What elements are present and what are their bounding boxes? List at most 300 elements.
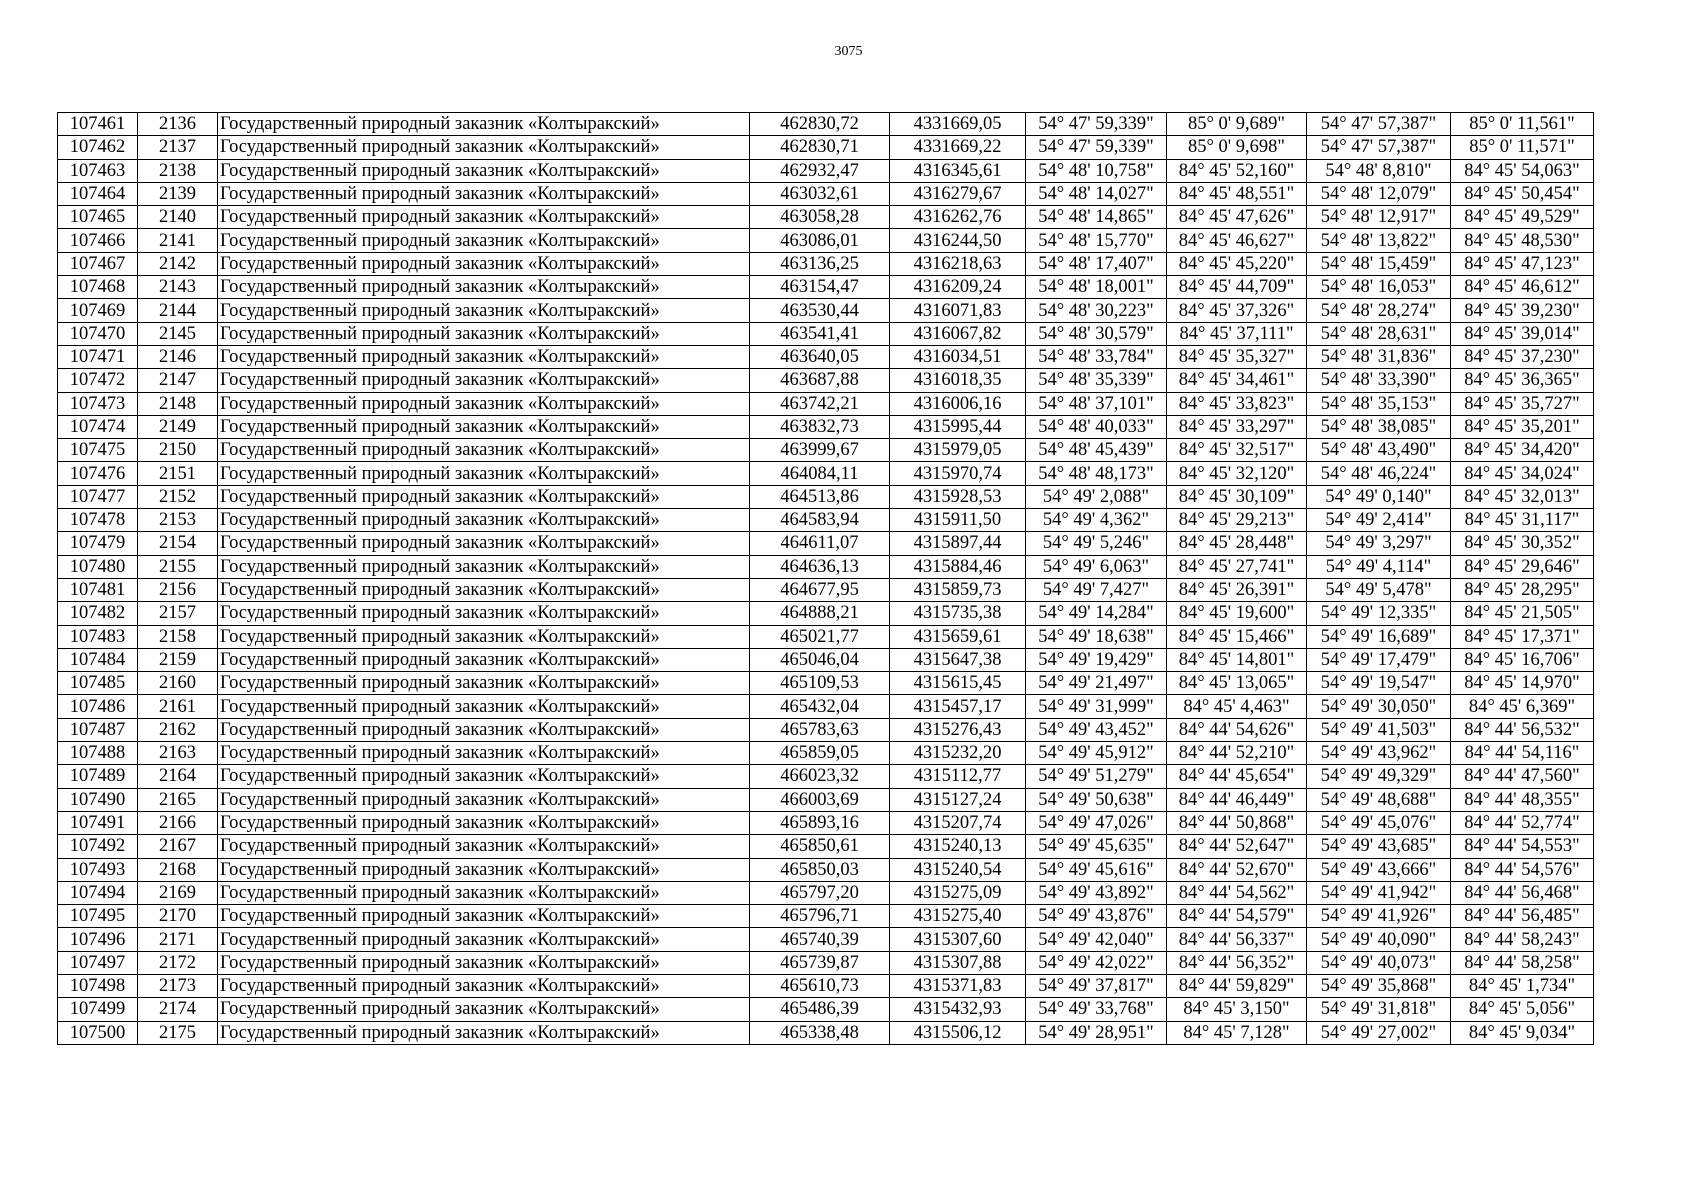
latitude-1-cell: 54° 48' 33,784" — [1026, 345, 1167, 368]
y-coordinate-cell: 4315307,88 — [890, 951, 1026, 974]
table-row — [58, 206, 1594, 229]
latitude-1-cell: 54° 49' 19,429" — [1026, 648, 1167, 671]
table-row — [58, 462, 1594, 485]
record-id-cell: 107492 — [58, 835, 138, 858]
longitude-1-cell: 84° 45' 29,213" — [1167, 509, 1307, 532]
longitude-1-cell: 84° 44' 56,337" — [1167, 928, 1307, 951]
table-row — [58, 835, 1594, 858]
latitude-1-cell: 54° 49' 45,912" — [1026, 742, 1167, 765]
x-coordinate-cell: 465486,39 — [750, 998, 890, 1021]
x-coordinate-cell: 465859,05 — [750, 742, 890, 765]
x-coordinate-cell: 465740,39 — [750, 928, 890, 951]
coordinates-table-body — [58, 113, 1594, 1045]
longitude-1-cell: 84° 45' 26,391" — [1167, 578, 1307, 601]
x-coordinate-cell: 463742,21 — [750, 392, 890, 415]
y-coordinate-cell: 4315506,12 — [890, 1021, 1026, 1044]
record-id-cell: 107497 — [58, 951, 138, 974]
table-row — [58, 742, 1594, 765]
latitude-2-cell: 54° 48' 31,836" — [1307, 345, 1451, 368]
table-row — [58, 509, 1594, 532]
latitude-1-cell: 54° 49' 45,616" — [1026, 858, 1167, 881]
longitude-1-cell: 84° 44' 52,670" — [1167, 858, 1307, 881]
longitude-1-cell: 84° 45' 45,220" — [1167, 252, 1307, 275]
latitude-1-cell: 54° 48' 30,223" — [1026, 299, 1167, 322]
table-row — [58, 159, 1594, 182]
longitude-2-cell: 84° 44' 52,774" — [1451, 811, 1594, 834]
object-name-cell: Государственный природный заказник «Колтыракский» — [218, 182, 750, 205]
x-coordinate-cell: 463136,25 — [750, 252, 890, 275]
latitude-2-cell: 54° 48' 13,822" — [1307, 229, 1451, 252]
point-number-cell: 2175 — [138, 1021, 218, 1044]
record-id-cell: 107500 — [58, 1021, 138, 1044]
longitude-1-cell: 84° 45' 35,327" — [1167, 345, 1307, 368]
object-name-cell: Государственный природный заказник «Колтыракский» — [218, 532, 750, 555]
record-id-cell: 107473 — [58, 392, 138, 415]
object-name-cell: Государственный природный заказник «Колтыракский» — [218, 509, 750, 532]
latitude-2-cell: 54° 48' 46,224" — [1307, 462, 1451, 485]
y-coordinate-cell: 4315232,20 — [890, 742, 1026, 765]
point-number-cell: 2157 — [138, 602, 218, 625]
latitude-1-cell: 54° 48' 17,407" — [1026, 252, 1167, 275]
point-number-cell: 2161 — [138, 695, 218, 718]
latitude-1-cell: 54° 49' 50,638" — [1026, 788, 1167, 811]
table-row — [58, 998, 1594, 1021]
latitude-2-cell: 54° 47' 57,387" — [1307, 136, 1451, 159]
x-coordinate-cell: 465893,16 — [750, 811, 890, 834]
latitude-2-cell: 54° 49' 49,329" — [1307, 765, 1451, 788]
table-row — [58, 369, 1594, 392]
point-number-cell: 2162 — [138, 718, 218, 741]
object-name-cell: Государственный природный заказник «Колтыракский» — [218, 113, 750, 136]
longitude-2-cell: 84° 45' 14,970" — [1451, 672, 1594, 695]
longitude-2-cell: 84° 45' 50,454" — [1451, 182, 1594, 205]
longitude-2-cell: 84° 45' 34,024" — [1451, 462, 1594, 485]
y-coordinate-cell: 4315457,17 — [890, 695, 1026, 718]
latitude-2-cell: 54° 49' 2,414" — [1307, 509, 1451, 532]
latitude-1-cell: 54° 49' 18,638" — [1026, 625, 1167, 648]
object-name-cell: Государственный природный заказник «Колтыракский» — [218, 765, 750, 788]
point-number-cell: 2158 — [138, 625, 218, 648]
object-name-cell: Государственный природный заказник «Колтыракский» — [218, 998, 750, 1021]
longitude-1-cell: 84° 44' 56,352" — [1167, 951, 1307, 974]
record-id-cell: 107467 — [58, 252, 138, 275]
y-coordinate-cell: 4315275,09 — [890, 881, 1026, 904]
point-number-cell: 2136 — [138, 113, 218, 136]
y-coordinate-cell: 4315307,60 — [890, 928, 1026, 951]
object-name-cell: Государственный природный заказник «Колтыракский» — [218, 602, 750, 625]
latitude-1-cell: 54° 49' 21,497" — [1026, 672, 1167, 695]
point-number-cell: 2160 — [138, 672, 218, 695]
longitude-2-cell: 84° 45' 36,365" — [1451, 369, 1594, 392]
latitude-2-cell: 54° 49' 41,942" — [1307, 881, 1451, 904]
y-coordinate-cell: 4315970,74 — [890, 462, 1026, 485]
point-number-cell: 2146 — [138, 345, 218, 368]
longitude-1-cell: 84° 44' 54,626" — [1167, 718, 1307, 741]
longitude-2-cell: 84° 44' 54,576" — [1451, 858, 1594, 881]
latitude-2-cell: 54° 49' 35,868" — [1307, 974, 1451, 997]
point-number-cell: 2149 — [138, 415, 218, 438]
table-row — [58, 136, 1594, 159]
latitude-2-cell: 54° 49' 43,685" — [1307, 835, 1451, 858]
y-coordinate-cell: 4315928,53 — [890, 485, 1026, 508]
longitude-1-cell: 84° 45' 33,297" — [1167, 415, 1307, 438]
latitude-2-cell: 54° 49' 41,926" — [1307, 905, 1451, 928]
latitude-2-cell: 54° 49' 27,002" — [1307, 1021, 1451, 1044]
point-number-cell: 2159 — [138, 648, 218, 671]
x-coordinate-cell: 466003,69 — [750, 788, 890, 811]
latitude-1-cell: 54° 48' 14,865" — [1026, 206, 1167, 229]
longitude-1-cell: 84° 45' 44,709" — [1167, 276, 1307, 299]
record-id-cell: 107463 — [58, 159, 138, 182]
latitude-2-cell: 54° 49' 0,140" — [1307, 485, 1451, 508]
table-row — [58, 578, 1594, 601]
record-id-cell: 107483 — [58, 625, 138, 648]
table-row — [58, 905, 1594, 928]
record-id-cell: 107485 — [58, 672, 138, 695]
longitude-1-cell: 84° 44' 50,868" — [1167, 811, 1307, 834]
longitude-2-cell: 84° 45' 29,646" — [1451, 555, 1594, 578]
x-coordinate-cell: 465796,71 — [750, 905, 890, 928]
object-name-cell: Государственный природный заказник «Колтыракский» — [218, 951, 750, 974]
x-coordinate-cell: 465046,04 — [750, 648, 890, 671]
y-coordinate-cell: 4315275,40 — [890, 905, 1026, 928]
x-coordinate-cell: 463086,01 — [750, 229, 890, 252]
x-coordinate-cell: 465797,20 — [750, 881, 890, 904]
longitude-1-cell: 84° 45' 13,065" — [1167, 672, 1307, 695]
table-row — [58, 648, 1594, 671]
point-number-cell: 2163 — [138, 742, 218, 765]
latitude-2-cell: 54° 49' 16,689" — [1307, 625, 1451, 648]
latitude-1-cell: 54° 49' 5,246" — [1026, 532, 1167, 555]
x-coordinate-cell: 465432,04 — [750, 695, 890, 718]
latitude-1-cell: 54° 49' 28,951" — [1026, 1021, 1167, 1044]
y-coordinate-cell: 4316006,16 — [890, 392, 1026, 415]
latitude-2-cell: 54° 49' 3,297" — [1307, 532, 1451, 555]
longitude-1-cell: 84° 45' 3,150" — [1167, 998, 1307, 1021]
object-name-cell: Государственный природный заказник «Колтыракский» — [218, 718, 750, 741]
latitude-1-cell: 54° 48' 40,033" — [1026, 415, 1167, 438]
point-number-cell: 2139 — [138, 182, 218, 205]
longitude-2-cell: 84° 45' 16,706" — [1451, 648, 1594, 671]
longitude-2-cell: 84° 45' 6,369" — [1451, 695, 1594, 718]
longitude-2-cell: 84° 45' 35,727" — [1451, 392, 1594, 415]
record-id-cell: 107498 — [58, 974, 138, 997]
latitude-2-cell: 54° 49' 30,050" — [1307, 695, 1451, 718]
point-number-cell: 2153 — [138, 509, 218, 532]
y-coordinate-cell: 4315240,13 — [890, 835, 1026, 858]
latitude-2-cell: 54° 49' 12,335" — [1307, 602, 1451, 625]
x-coordinate-cell: 463832,73 — [750, 415, 890, 438]
table-row — [58, 1021, 1594, 1044]
longitude-2-cell: 84° 44' 48,355" — [1451, 788, 1594, 811]
point-number-cell: 2145 — [138, 322, 218, 345]
y-coordinate-cell: 4316067,82 — [890, 322, 1026, 345]
latitude-2-cell: 54° 49' 19,547" — [1307, 672, 1451, 695]
latitude-2-cell: 54° 48' 12,917" — [1307, 206, 1451, 229]
point-number-cell: 2155 — [138, 555, 218, 578]
longitude-2-cell: 84° 45' 34,420" — [1451, 439, 1594, 462]
record-id-cell: 107462 — [58, 136, 138, 159]
latitude-2-cell: 54° 49' 4,114" — [1307, 555, 1451, 578]
table-row — [58, 229, 1594, 252]
latitude-1-cell: 54° 49' 2,088" — [1026, 485, 1167, 508]
longitude-1-cell: 84° 45' 32,517" — [1167, 439, 1307, 462]
latitude-1-cell: 54° 47' 59,339" — [1026, 136, 1167, 159]
y-coordinate-cell: 4315995,44 — [890, 415, 1026, 438]
x-coordinate-cell: 463999,67 — [750, 439, 890, 462]
point-number-cell: 2171 — [138, 928, 218, 951]
latitude-2-cell: 54° 48' 35,153" — [1307, 392, 1451, 415]
x-coordinate-cell: 466023,32 — [750, 765, 890, 788]
point-number-cell: 2138 — [138, 159, 218, 182]
longitude-1-cell: 84° 45' 32,120" — [1167, 462, 1307, 485]
longitude-2-cell: 84° 45' 39,014" — [1451, 322, 1594, 345]
point-number-cell: 2156 — [138, 578, 218, 601]
latitude-2-cell: 54° 48' 15,459" — [1307, 252, 1451, 275]
latitude-1-cell: 54° 48' 48,173" — [1026, 462, 1167, 485]
object-name-cell: Государственный природный заказник «Колтыракский» — [218, 322, 750, 345]
longitude-1-cell: 84° 44' 54,562" — [1167, 881, 1307, 904]
record-id-cell: 107474 — [58, 415, 138, 438]
longitude-2-cell: 84° 45' 37,230" — [1451, 345, 1594, 368]
longitude-2-cell: 84° 44' 58,258" — [1451, 951, 1594, 974]
x-coordinate-cell: 463541,41 — [750, 322, 890, 345]
object-name-cell: Государственный природный заказник «Колтыракский» — [218, 136, 750, 159]
record-id-cell: 107486 — [58, 695, 138, 718]
table-row — [58, 928, 1594, 951]
point-number-cell: 2166 — [138, 811, 218, 834]
longitude-2-cell: 84° 45' 46,612" — [1451, 276, 1594, 299]
x-coordinate-cell: 464084,11 — [750, 462, 890, 485]
record-id-cell: 107472 — [58, 369, 138, 392]
longitude-1-cell: 84° 45' 7,128" — [1167, 1021, 1307, 1044]
x-coordinate-cell: 465739,87 — [750, 951, 890, 974]
latitude-1-cell: 54° 48' 30,579" — [1026, 322, 1167, 345]
x-coordinate-cell: 465021,77 — [750, 625, 890, 648]
x-coordinate-cell: 465109,53 — [750, 672, 890, 695]
point-number-cell: 2151 — [138, 462, 218, 485]
object-name-cell: Государственный природный заказник «Колтыракский» — [218, 206, 750, 229]
latitude-2-cell: 54° 48' 33,390" — [1307, 369, 1451, 392]
point-number-cell: 2173 — [138, 974, 218, 997]
longitude-1-cell: 84° 45' 34,461" — [1167, 369, 1307, 392]
longitude-1-cell: 84° 44' 52,647" — [1167, 835, 1307, 858]
longitude-1-cell: 84° 44' 45,654" — [1167, 765, 1307, 788]
table-row — [58, 602, 1594, 625]
longitude-2-cell: 84° 44' 56,532" — [1451, 718, 1594, 741]
y-coordinate-cell: 4316034,51 — [890, 345, 1026, 368]
longitude-1-cell: 84° 45' 52,160" — [1167, 159, 1307, 182]
y-coordinate-cell: 4315276,43 — [890, 718, 1026, 741]
point-number-cell: 2164 — [138, 765, 218, 788]
record-id-cell: 107488 — [58, 742, 138, 765]
y-coordinate-cell: 4315647,38 — [890, 648, 1026, 671]
longitude-2-cell: 84° 45' 9,034" — [1451, 1021, 1594, 1044]
point-number-cell: 2165 — [138, 788, 218, 811]
record-id-cell: 107476 — [58, 462, 138, 485]
latitude-2-cell: 54° 48' 28,274" — [1307, 299, 1451, 322]
x-coordinate-cell: 463640,05 — [750, 345, 890, 368]
point-number-cell: 2142 — [138, 252, 218, 275]
point-number-cell: 2143 — [138, 276, 218, 299]
y-coordinate-cell: 4315859,73 — [890, 578, 1026, 601]
longitude-1-cell: 84° 45' 19,600" — [1167, 602, 1307, 625]
y-coordinate-cell: 4316345,61 — [890, 159, 1026, 182]
coordinates-table — [57, 112, 1594, 1045]
table-row — [58, 811, 1594, 834]
x-coordinate-cell: 463530,44 — [750, 299, 890, 322]
point-number-cell: 2174 — [138, 998, 218, 1021]
x-coordinate-cell: 464888,21 — [750, 602, 890, 625]
y-coordinate-cell: 4316262,76 — [890, 206, 1026, 229]
table-row — [58, 276, 1594, 299]
latitude-1-cell: 54° 49' 43,452" — [1026, 718, 1167, 741]
record-id-cell: 107475 — [58, 439, 138, 462]
record-id-cell: 107499 — [58, 998, 138, 1021]
latitude-1-cell: 54° 48' 14,027" — [1026, 182, 1167, 205]
y-coordinate-cell: 4315884,46 — [890, 555, 1026, 578]
object-name-cell: Государственный природный заказник «Колтыракский» — [218, 439, 750, 462]
x-coordinate-cell: 465610,73 — [750, 974, 890, 997]
y-coordinate-cell: 4315127,24 — [890, 788, 1026, 811]
latitude-1-cell: 54° 48' 45,439" — [1026, 439, 1167, 462]
table-row — [58, 345, 1594, 368]
latitude-2-cell: 54° 49' 31,818" — [1307, 998, 1451, 1021]
latitude-2-cell: 54° 48' 28,631" — [1307, 322, 1451, 345]
latitude-1-cell: 54° 48' 18,001" — [1026, 276, 1167, 299]
latitude-1-cell: 54° 49' 42,022" — [1026, 951, 1167, 974]
latitude-1-cell: 54° 49' 45,635" — [1026, 835, 1167, 858]
latitude-1-cell: 54° 49' 6,063" — [1026, 555, 1167, 578]
table-row — [58, 532, 1594, 555]
y-coordinate-cell: 4315911,50 — [890, 509, 1026, 532]
object-name-cell: Государственный природный заказник «Колтыракский» — [218, 252, 750, 275]
x-coordinate-cell: 464583,94 — [750, 509, 890, 532]
longitude-2-cell: 84° 45' 31,117" — [1451, 509, 1594, 532]
record-id-cell: 107490 — [58, 788, 138, 811]
latitude-2-cell: 54° 49' 40,090" — [1307, 928, 1451, 951]
table-row — [58, 415, 1594, 438]
latitude-2-cell: 54° 49' 45,076" — [1307, 811, 1451, 834]
object-name-cell: Государственный природный заказник «Колтыракский» — [218, 299, 750, 322]
table-row — [58, 951, 1594, 974]
y-coordinate-cell: 4315207,74 — [890, 811, 1026, 834]
table-row — [58, 788, 1594, 811]
longitude-2-cell: 84° 44' 58,243" — [1451, 928, 1594, 951]
point-number-cell: 2167 — [138, 835, 218, 858]
point-number-cell: 2144 — [138, 299, 218, 322]
record-id-cell: 107487 — [58, 718, 138, 741]
latitude-2-cell: 54° 49' 48,688" — [1307, 788, 1451, 811]
table-row — [58, 718, 1594, 741]
x-coordinate-cell: 463687,88 — [750, 369, 890, 392]
point-number-cell: 2172 — [138, 951, 218, 974]
y-coordinate-cell: 4331669,05 — [890, 113, 1026, 136]
y-coordinate-cell: 4316018,35 — [890, 369, 1026, 392]
longitude-1-cell: 84° 45' 27,741" — [1167, 555, 1307, 578]
table-row — [58, 765, 1594, 788]
point-number-cell: 2137 — [138, 136, 218, 159]
latitude-2-cell: 54° 49' 5,478" — [1307, 578, 1451, 601]
longitude-1-cell: 84° 45' 37,111" — [1167, 322, 1307, 345]
object-name-cell: Государственный природный заказник «Колтыракский» — [218, 835, 750, 858]
x-coordinate-cell: 464636,13 — [750, 555, 890, 578]
latitude-2-cell: 54° 48' 38,085" — [1307, 415, 1451, 438]
longitude-1-cell: 84° 45' 15,466" — [1167, 625, 1307, 648]
y-coordinate-cell: 4316279,67 — [890, 182, 1026, 205]
record-id-cell: 107495 — [58, 905, 138, 928]
x-coordinate-cell: 464513,86 — [750, 485, 890, 508]
y-coordinate-cell: 4315897,44 — [890, 532, 1026, 555]
longitude-2-cell: 84° 45' 28,295" — [1451, 578, 1594, 601]
x-coordinate-cell: 462830,71 — [750, 136, 890, 159]
y-coordinate-cell: 4316218,63 — [890, 252, 1026, 275]
x-coordinate-cell: 465338,48 — [750, 1021, 890, 1044]
point-number-cell: 2170 — [138, 905, 218, 928]
table-row — [58, 672, 1594, 695]
longitude-2-cell: 85° 0' 11,571" — [1451, 136, 1594, 159]
y-coordinate-cell: 4315615,45 — [890, 672, 1026, 695]
latitude-1-cell: 54° 49' 51,279" — [1026, 765, 1167, 788]
point-number-cell: 2148 — [138, 392, 218, 415]
x-coordinate-cell: 465850,03 — [750, 858, 890, 881]
latitude-1-cell: 54° 48' 10,758" — [1026, 159, 1167, 182]
latitude-1-cell: 54° 49' 14,284" — [1026, 602, 1167, 625]
y-coordinate-cell: 4315112,77 — [890, 765, 1026, 788]
latitude-1-cell: 54° 48' 35,339" — [1026, 369, 1167, 392]
object-name-cell: Государственный природный заказник «Колтыракский» — [218, 881, 750, 904]
y-coordinate-cell: 4331669,22 — [890, 136, 1026, 159]
y-coordinate-cell: 4316209,24 — [890, 276, 1026, 299]
record-id-cell: 107482 — [58, 602, 138, 625]
object-name-cell: Государственный природный заказник «Колтыракский» — [218, 555, 750, 578]
object-name-cell: Государственный природный заказник «Колтыракский» — [218, 858, 750, 881]
longitude-2-cell: 84° 45' 49,529" — [1451, 206, 1594, 229]
table-row — [58, 392, 1594, 415]
page-number: 3075 — [834, 44, 863, 59]
longitude-1-cell: 84° 45' 30,109" — [1167, 485, 1307, 508]
latitude-1-cell: 54° 48' 37,101" — [1026, 392, 1167, 415]
longitude-2-cell: 84° 45' 30,352" — [1451, 532, 1594, 555]
record-id-cell: 107461 — [58, 113, 138, 136]
object-name-cell: Государственный природный заказник «Колтыракский» — [218, 625, 750, 648]
record-id-cell: 107480 — [58, 555, 138, 578]
latitude-2-cell: 54° 49' 17,479" — [1307, 648, 1451, 671]
latitude-1-cell: 54° 49' 33,768" — [1026, 998, 1167, 1021]
point-number-cell: 2150 — [138, 439, 218, 462]
object-name-cell: Государственный природный заказник «Колтыракский» — [218, 788, 750, 811]
longitude-1-cell: 84° 45' 46,627" — [1167, 229, 1307, 252]
longitude-2-cell: 84° 44' 54,553" — [1451, 835, 1594, 858]
latitude-1-cell: 54° 47' 59,339" — [1026, 113, 1167, 136]
y-coordinate-cell: 4315979,05 — [890, 439, 1026, 462]
record-id-cell: 107493 — [58, 858, 138, 881]
longitude-2-cell: 84° 45' 32,013" — [1451, 485, 1594, 508]
y-coordinate-cell: 4315659,61 — [890, 625, 1026, 648]
x-coordinate-cell: 465850,61 — [750, 835, 890, 858]
longitude-1-cell: 85° 0' 9,698" — [1167, 136, 1307, 159]
latitude-1-cell: 54° 48' 15,770" — [1026, 229, 1167, 252]
latitude-1-cell: 54° 49' 31,999" — [1026, 695, 1167, 718]
record-id-cell: 107481 — [58, 578, 138, 601]
latitude-2-cell: 54° 49' 43,962" — [1307, 742, 1451, 765]
longitude-2-cell: 84° 45' 39,230" — [1451, 299, 1594, 322]
object-name-cell: Государственный природный заказник «Колтыракский» — [218, 415, 750, 438]
table-row — [58, 881, 1594, 904]
longitude-2-cell: 84° 44' 47,560" — [1451, 765, 1594, 788]
longitude-1-cell: 84° 45' 33,823" — [1167, 392, 1307, 415]
object-name-cell: Государственный природный заказник «Колтыракский» — [218, 905, 750, 928]
